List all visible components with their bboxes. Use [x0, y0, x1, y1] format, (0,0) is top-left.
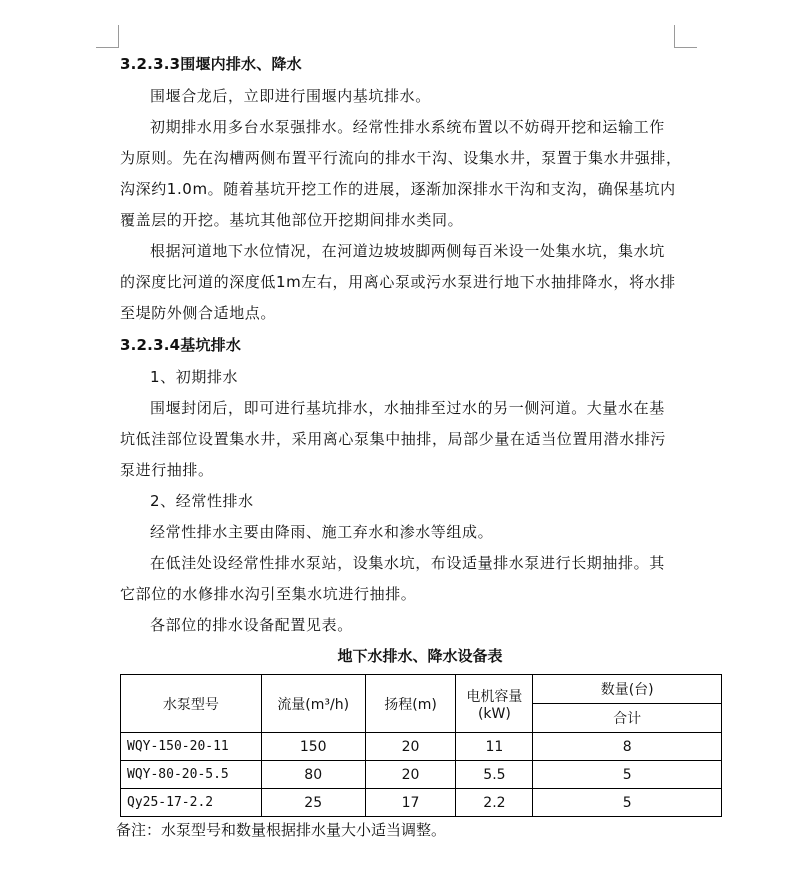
header-power: 电机容量(kW): [456, 675, 533, 733]
cell-total: 8: [533, 733, 722, 761]
cell-total: 5: [533, 789, 722, 817]
cell-model: Qy25-17-2.2: [121, 789, 262, 817]
paragraph-line: 围堰合龙后，立即进行围堰内基坑排水。: [150, 87, 431, 105]
paragraph-line: 的深度比河道的深度低1m左右，用离心泵或污水泵进行地下水抽排降水，将水排: [120, 273, 676, 291]
paragraph-line: 坑低洼部位设置集水井，采用离心泵集中抽排，局部少量在适当位置用潜水排污: [120, 430, 667, 448]
page-corner-mark-left: [96, 25, 119, 48]
table-note: 备注：水泵型号和数量根据排水量大小适当调整。: [116, 821, 447, 839]
subheading-regular-drainage: 2、经常性排水: [150, 492, 254, 510]
header-model: 水泵型号: [121, 675, 262, 733]
paragraph-line: 根据河道地下水位情况，在河道边坡坡脚两侧每百米设一处集水坑，集水坑: [150, 242, 665, 260]
paragraph-line: 为原则。先在沟槽两侧布置平行流向的排水干沟、设集水井，泵置于集水井强排，: [120, 149, 682, 167]
cell-total: 5: [533, 761, 722, 789]
header-head: 扬程(m): [365, 675, 456, 733]
cell-flow: 150: [261, 733, 365, 761]
paragraph-line: 覆盖层的开挖。基坑其他部位开挖期间排水类同。: [120, 211, 464, 229]
cell-flow: 25: [261, 789, 365, 817]
cell-flow: 80: [261, 761, 365, 789]
section-heading-3-2-3-4: 3.2.3.4基坑排水: [120, 336, 242, 354]
cell-model: WQY-150-20-11: [121, 733, 262, 761]
paragraph-line: 在低洼处设经常性排水泵站，设集水坑，布设适量排水泵进行长期抽排。其: [150, 554, 665, 572]
table-row: [121, 789, 722, 817]
equipment-table: [120, 674, 722, 817]
table-row: [121, 733, 722, 761]
paragraph-line: 围堰封闭后，即可进行基坑排水，水抽排至过水的另一侧河道。大量水在基: [150, 399, 665, 417]
section-heading-3-2-3-3: 3.2.3.3围堰内排水、降水: [120, 55, 302, 73]
paragraph-line: 初期排水用多台水泵强排水。经常性排水系统布置以不妨碍开挖和运输工作: [150, 118, 665, 136]
paragraph-line: 沟深约1.0m。随着基坑开挖工作的进展，逐渐加深排水干沟和支沟，确保基坑内: [120, 180, 676, 198]
table-header-row: [121, 675, 722, 704]
cell-power: 11: [456, 733, 533, 761]
header-quantity: 数量(台): [533, 675, 722, 704]
cell-head: 17: [365, 789, 456, 817]
table-title: 地下水排水、降水设备表: [337, 647, 503, 665]
paragraph-line: 至堤防外侧合适地点。: [120, 304, 277, 322]
cell-head: 20: [365, 761, 456, 789]
cell-power: 5.5: [456, 761, 533, 789]
cell-model: WQY-80-20-5.5: [121, 761, 262, 789]
header-flow: 流量(m³/h): [261, 675, 365, 733]
header-total: 合计: [533, 704, 722, 733]
table-row: [121, 761, 722, 789]
page-corner-mark-right: [674, 25, 697, 48]
paragraph-line: 经常性排水主要由降雨、施工弃水和渗水等组成。: [150, 523, 494, 541]
paragraph-line: 泵进行抽排。: [120, 461, 214, 479]
cell-power: 2.2: [456, 789, 533, 817]
paragraph-line: 各部位的排水设备配置见表。: [150, 616, 353, 634]
subheading-initial-drainage: 1、初期排水: [150, 368, 239, 386]
paragraph-line: 它部位的水修排水沟引至集水坑进行抽排。: [120, 585, 417, 603]
cell-head: 20: [365, 733, 456, 761]
